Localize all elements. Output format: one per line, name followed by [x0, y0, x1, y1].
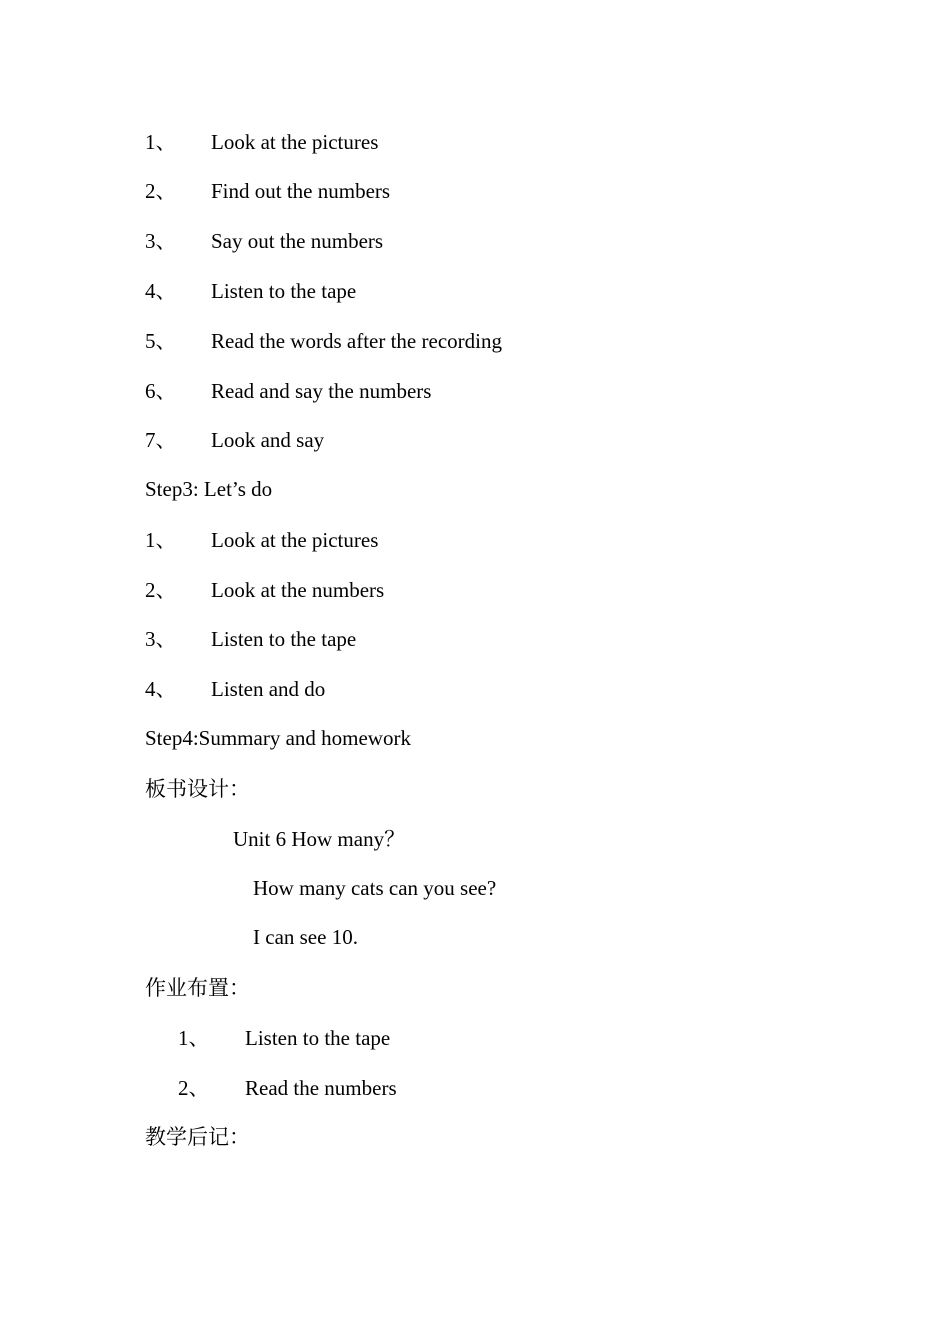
- homework-label-text: 作业布置：: [145, 976, 250, 1000]
- step4-heading-text: Step4:Summary and homework: [145, 726, 411, 750]
- item-text: Read the words after the recording: [211, 329, 502, 353]
- item-number: 6、: [145, 379, 177, 403]
- item-number: 4、: [145, 279, 177, 303]
- item-text: Look at the pictures: [211, 528, 379, 552]
- item-text: Look and say: [211, 428, 325, 452]
- board-title-text: Unit 6 How many？: [233, 827, 406, 851]
- item-text: Listen to the tape: [211, 627, 357, 651]
- item-number: 2、: [145, 179, 177, 203]
- item-text: Listen to the tape: [245, 1026, 391, 1050]
- item-number: 1、: [145, 528, 177, 552]
- item-text: Look at the numbers: [211, 578, 385, 602]
- item-number: 2、: [178, 1076, 210, 1100]
- board-line-text: I can see 10.: [253, 925, 358, 949]
- item-text: Read the numbers: [245, 1076, 397, 1100]
- item-text: Listen and do: [211, 677, 326, 701]
- item-text: Find out the numbers: [211, 179, 391, 203]
- item-number: 3、: [145, 229, 177, 253]
- board-line-text: How many cats can you see?: [253, 876, 497, 900]
- item-number: 3、: [145, 627, 177, 651]
- item-number: 2、: [145, 578, 177, 602]
- item-text: Say out the numbers: [211, 229, 384, 253]
- item-number: 1、: [145, 130, 177, 154]
- item-number: 7、: [145, 428, 177, 452]
- item-text: Read and say the numbers: [211, 379, 432, 403]
- item-text: Listen to the tape: [211, 279, 357, 303]
- item-number: 5、: [145, 329, 177, 353]
- item-number: 1、: [178, 1026, 210, 1050]
- reflection-label-text: 教学后记：: [145, 1125, 250, 1149]
- step3-heading-text: Step3: Let’s do: [145, 477, 273, 501]
- board-design-label-text: 板书设计：: [145, 777, 250, 801]
- item-text: Look at the pictures: [211, 130, 379, 154]
- item-number: 4、: [145, 677, 177, 701]
